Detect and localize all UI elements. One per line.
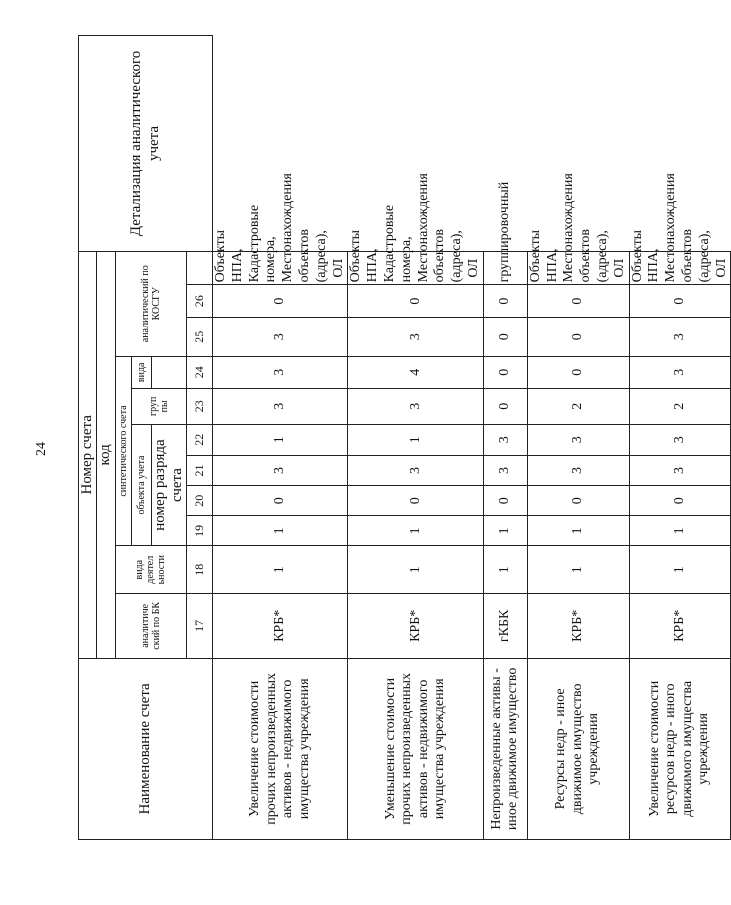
cell-19: 1 — [348, 516, 483, 546]
header-activity-type: вида деятел ьности — [115, 546, 187, 593]
cell-analytic-bk: КРБ* — [348, 593, 483, 658]
cell-activity: 1 — [213, 546, 348, 593]
cell-20: 0 — [213, 486, 348, 516]
cell-19: 1 — [213, 516, 348, 546]
cell-19: 1 — [629, 516, 731, 546]
row-detail: Объекты НПА, Кадастровые номера, Местонахождения объектов (адреса), ОЛ — [348, 251, 483, 284]
cell-23: 3 — [348, 388, 483, 424]
cell-22: 1 — [213, 424, 348, 455]
cell-26: 0 — [348, 285, 483, 317]
cell-analytic-bk: гКБК — [483, 593, 527, 658]
cell-24: 3 — [213, 356, 348, 388]
cell-22: 3 — [629, 424, 731, 455]
row-detail: Объекты НПА, Местонахождения объектов (адреса), ОЛ — [629, 251, 731, 284]
cell-24: 0 — [483, 356, 527, 388]
table-row — [213, 36, 348, 840]
accounts-table — [78, 35, 731, 840]
header-code: код — [97, 251, 115, 658]
cell-analytic-bk: КРБ* — [629, 593, 731, 658]
digit-18: 18 — [187, 546, 213, 593]
digit-17: 17 — [187, 593, 213, 658]
cell-22: 1 — [348, 424, 483, 455]
cell-25: 0 — [483, 317, 527, 356]
cell-24: 4 — [348, 356, 483, 388]
digit-22: 22 — [187, 424, 213, 455]
cell-20: 0 — [527, 486, 629, 516]
digit-20: 20 — [187, 486, 213, 516]
row-detail: Объекты НПА, Местонахождения объектов (адреса), ОЛ — [527, 251, 629, 284]
cell-21: 3 — [213, 455, 348, 485]
cell-activity: 1 — [629, 546, 731, 593]
cell-23: 0 — [483, 388, 527, 424]
digit-23: 23 — [187, 388, 213, 424]
row-name: Увеличение стоимости прочих непроизведенных активов - недвижимого имущества учреждения — [213, 658, 348, 839]
cell-25: 3 — [629, 317, 731, 356]
cell-20: 0 — [483, 486, 527, 516]
row-name: Непроизведенные активы - иное движимое имущество — [483, 658, 527, 839]
row-name: Ресурсы недр - иное движимое имущество учреждения — [527, 658, 629, 839]
cell-20: 0 — [348, 486, 483, 516]
cell-activity: 1 — [348, 546, 483, 593]
digit-21: 21 — [187, 455, 213, 485]
table-row — [483, 36, 527, 840]
cell-26: 0 — [483, 285, 527, 317]
cell-25: 3 — [213, 317, 348, 356]
digit-25: 25 — [187, 317, 213, 356]
cell-22: 3 — [527, 424, 629, 455]
cell-23: 2 — [629, 388, 731, 424]
cell-24: 0 — [527, 356, 629, 388]
header-account-name: Наименование счета — [79, 658, 213, 839]
digit-26: 26 — [187, 285, 213, 317]
cell-21: 3 — [629, 455, 731, 485]
row-detail: группировочный — [483, 251, 527, 284]
cell-25: 0 — [527, 317, 629, 356]
header-detail: Детализация аналитического учета — [79, 36, 213, 252]
cell-20: 0 — [629, 486, 731, 516]
cell-activity: 1 — [527, 546, 629, 593]
rotated-table-wrapper — [78, 35, 729, 840]
header-account-number: Номер счета — [79, 251, 97, 658]
row-name: Увеличение стоимости ресурсов недр - иного движимого имущества учреждения — [629, 658, 731, 839]
header-analytic-bk: аналитиче ский по БК — [115, 593, 187, 658]
cell-23: 2 — [527, 388, 629, 424]
digit-19: 19 — [187, 516, 213, 546]
cell-25: 3 — [348, 317, 483, 356]
cell-26: 0 — [213, 285, 348, 317]
cell-21: 3 — [348, 455, 483, 485]
cell-24: 3 — [629, 356, 731, 388]
header-kind: вида — [131, 356, 151, 388]
cell-22: 3 — [483, 424, 527, 455]
header-kind-spacer — [151, 356, 187, 388]
row-name: Уменьшение стоимости прочих непроизведенных активов - недвижимого имущества учреждения — [348, 658, 483, 839]
cell-19: 1 — [527, 516, 629, 546]
row-detail: Объекты НПА, Кадастровые номера, Местонахождения объектов (адреса), ОЛ — [213, 251, 348, 284]
digit-24: 24 — [187, 356, 213, 388]
cell-19: 1 — [483, 516, 527, 546]
cell-activity: 1 — [483, 546, 527, 593]
cell-21: 3 — [527, 455, 629, 485]
page-number: 24 — [34, 442, 49, 456]
header-synthetic: синтетического счета — [115, 356, 131, 546]
header-analytic-kosgu: аналитический по КОСГУ — [115, 251, 187, 356]
header-digit-number: номер разряда счета — [151, 424, 187, 546]
table-row — [348, 36, 483, 840]
cell-21: 3 — [483, 455, 527, 485]
table-row — [629, 36, 731, 840]
cell-analytic-bk: КРБ* — [213, 593, 348, 658]
header-account-object: объекта учета — [131, 424, 151, 546]
cell-26: 0 — [527, 285, 629, 317]
cell-26: 0 — [629, 285, 731, 317]
cell-analytic-bk: КРБ* — [527, 593, 629, 658]
table-row — [527, 36, 629, 840]
header-group: груп пы — [131, 388, 187, 424]
cell-23: 3 — [213, 388, 348, 424]
